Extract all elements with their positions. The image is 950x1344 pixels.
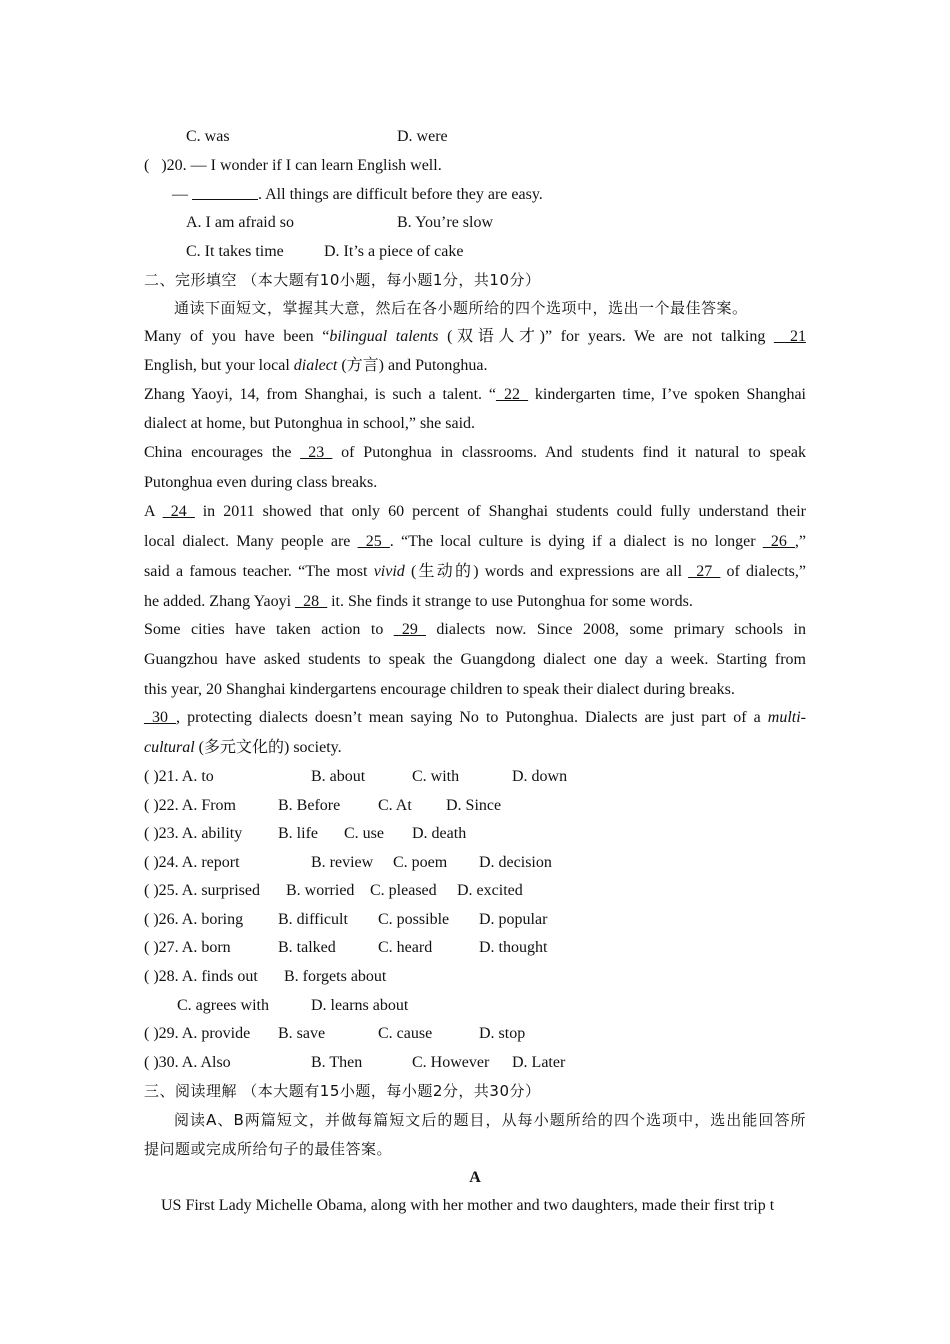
q25-option-c: C. pleased	[370, 882, 437, 899]
q25-option-d: D. excited	[457, 882, 523, 899]
q20-answer-blank[interactable]	[192, 185, 258, 200]
passage-line-2: English, but your local dialect (方言) and Putonghua.	[144, 357, 488, 374]
q20-dash: —	[172, 186, 188, 203]
q20-number: )20.	[161, 157, 187, 174]
blank-23: _23_	[300, 444, 333, 461]
q26-option-b: B. difficult	[278, 911, 348, 928]
passage-line-5: China encourages the _23_ of Putonghua in classrooms. And students find it natural to speak	[144, 444, 806, 461]
q23-option-c: C. use	[344, 825, 384, 842]
q29-option-d: D. stop	[479, 1025, 526, 1042]
passage-line-9: said a famous teacher. “The most vivid (生动的) words and expressions are all _27_ of dialects,”	[144, 563, 806, 580]
q21-option-b: B. about	[311, 768, 366, 785]
q19-option-d: D. were	[397, 128, 448, 145]
passage-line-14: _30_, protecting dialects doesn’t mean saying No to Putonghua. Dialects are just part of a multi-	[144, 709, 806, 726]
q28-stem: ( )28. A. finds out	[144, 968, 258, 985]
blank-26: _26_	[762, 533, 795, 550]
q27-option-b: B. talked	[278, 939, 336, 956]
q24-stem: ( )24. A. report	[144, 854, 240, 871]
passage-line-10: he added. Zhang Yaoyi _28_ it. She finds it strange to use Putonghua for some words.	[144, 593, 693, 610]
q22-option-c: C. At	[378, 797, 412, 814]
section3-title: 三、阅读理解 （本大题有15小题，每小题2分，共30分）	[144, 1082, 541, 1100]
q24-option-d: D. decision	[479, 854, 552, 871]
q19-option-c: C. was	[186, 128, 230, 145]
q22-option-d: D. Since	[446, 797, 502, 814]
q20-stem	[144, 156, 442, 176]
section3-instructions-2: 提问题或完成所给句子的最佳答案。	[144, 1140, 393, 1158]
q22-stem: ( )22. A. From	[144, 797, 236, 814]
q30-stem: ( )30. A. Also	[144, 1054, 231, 1071]
blank-30: _30_	[144, 709, 176, 726]
q29-stem: ( )29. A. provide	[144, 1025, 251, 1042]
q25-option-b: B. worried	[286, 882, 355, 899]
passage-line-1: Many of you have been “bilingual talents (双语人才)” for years. We are not talking __21	[144, 328, 806, 345]
passage-line-4: dialect at home, but Putonghua in school,” she said.	[144, 415, 476, 432]
q30-option-d: D. Later	[512, 1054, 566, 1071]
q26-option-c: C. possible	[378, 911, 450, 928]
passage-line-11: Some cities have taken action to _29_ dialects now. Since 2008, some primary schools in	[144, 621, 806, 638]
q28-option-b: B. forgets about	[284, 968, 387, 985]
q25-stem: ( )25. A. surprised	[144, 882, 260, 899]
passage-line-12: Guangzhou have asked students to speak the Guangdong dialect one day a week. Starting from	[144, 651, 806, 668]
q20-option-c: C. It takes time	[186, 243, 284, 260]
passage-line-15: cultural (多元文化的) society.	[144, 739, 342, 756]
q23-option-b: B. life	[278, 825, 318, 842]
q29-option-c: C. cause	[378, 1025, 433, 1042]
passage-line-8: local dialect. Many people are _25_. “The local culture is dying if a dialect is no longer _26_,”	[144, 533, 807, 550]
passage-line-3: Zhang Yaoyi, 14, from Shanghai, is such a talent. “_22_ kindergarten time, I’ve spoken Shanghai	[144, 386, 807, 403]
q20-option-b: B. You’re slow	[397, 214, 494, 231]
q20-question: — I wonder if I can learn English well.	[190, 157, 442, 174]
section2-title: 二、完形填空 （本大题有10小题，每小题1分，共10分）	[144, 271, 541, 289]
blank-25: _25_	[357, 533, 390, 550]
q23-stem: ( )23. A. ability	[144, 825, 243, 842]
q26-option-d: D. popular	[479, 911, 548, 928]
q26-stem: ( )26. A. boring	[144, 911, 244, 928]
q28-option-c: C. agrees with	[177, 997, 269, 1014]
q24-option-b: B. review	[311, 854, 374, 871]
q27-option-d: D. thought	[479, 939, 548, 956]
q21-stem: ( )21. A. to	[144, 768, 214, 785]
passage-a-first-line: US First Lady Michelle Obama, along with her mother and two daughters, made their first trip t	[161, 1197, 775, 1214]
passage-line-6: Putonghua even during class breaks.	[144, 474, 378, 491]
q28-option-d: D. learns about	[311, 997, 409, 1014]
q27-stem: ( )27. A. born	[144, 939, 231, 956]
q22-option-b: B. Before	[278, 797, 341, 814]
q30-option-c: C. However	[412, 1054, 490, 1071]
q21-option-d: D. down	[512, 768, 568, 785]
blank-27: _27_	[688, 563, 721, 580]
blank-22: _22_	[496, 386, 529, 403]
blank-29: _29_	[393, 621, 426, 638]
blank-24: _24_	[162, 503, 195, 520]
q20-paren: (	[144, 157, 150, 174]
passage-line-7: A _24_ in 2011 showed that only 60 percent of Shanghai students could fully understand their	[144, 503, 806, 520]
q20-reply-text: . All things are difficult before they are easy.	[258, 186, 543, 203]
q21-option-c: C. with	[412, 768, 460, 785]
passage-a-label: A	[469, 1169, 481, 1186]
q27-option-c: C. heard	[378, 939, 433, 956]
q20-reply	[172, 185, 543, 205]
blank-28: _28_	[295, 593, 328, 610]
section3-instructions-1: 阅读A、B两篇短文，并做每篇短文后的题目，从每小题所给的四个选项中，选出能回答所	[174, 1111, 806, 1129]
q23-option-d: D. death	[412, 825, 467, 842]
q30-option-b: B. Then	[311, 1054, 363, 1071]
q20-option-d: D. It’s a piece of cake	[324, 243, 464, 260]
q29-option-b: B. save	[278, 1025, 326, 1042]
q20-option-a: A. I am afraid so	[186, 214, 294, 231]
passage-line-13: this year, 20 Shanghai kindergartens encourage children to speak their dialect during breaks.	[144, 681, 735, 698]
q24-option-c: C. poem	[393, 854, 448, 871]
section2-instructions: 通读下面短文，掌握其大意，然后在各小题所给的四个选项中，选出一个最佳答案。	[174, 299, 748, 317]
blank-21: __21	[773, 328, 806, 345]
